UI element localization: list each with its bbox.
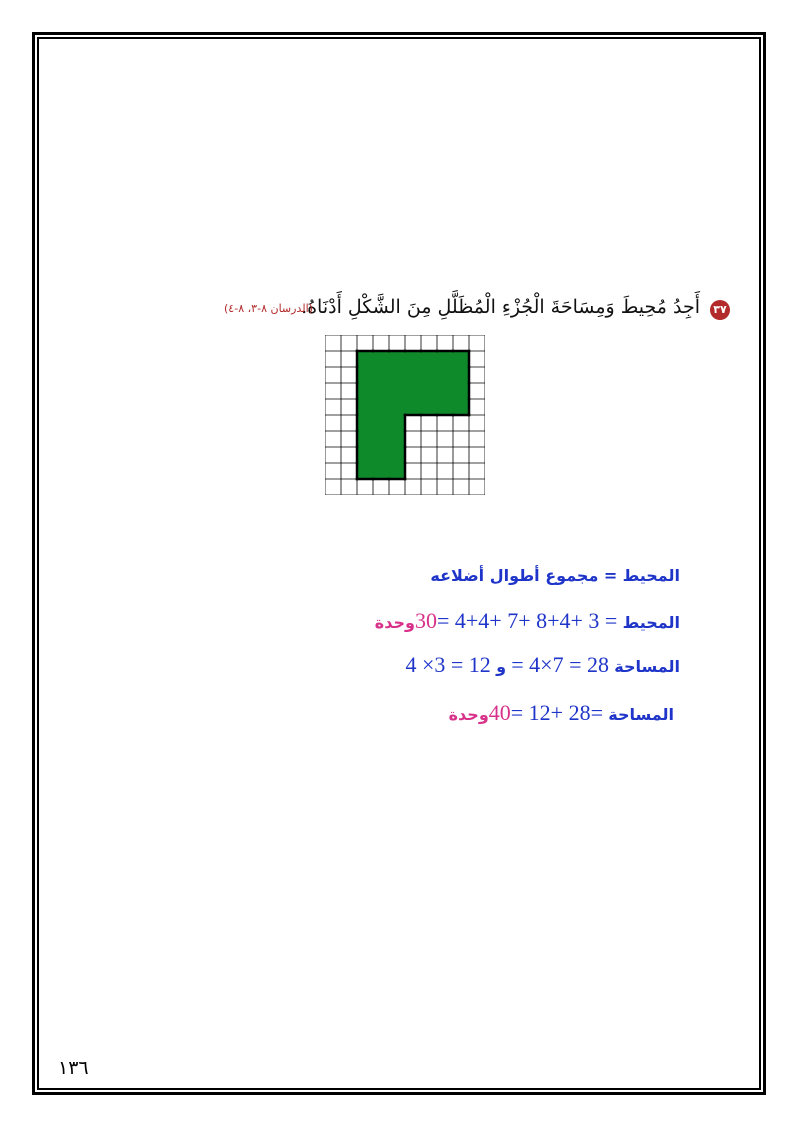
- grid-figure: [325, 335, 485, 495]
- question-number-badge: ٣٧: [710, 300, 730, 320]
- shaded-cell-cover: [357, 447, 374, 464]
- answer-line-3: [405, 652, 680, 678]
- shaded-cell-cover: [453, 367, 470, 384]
- shaded-cell-cover: [405, 351, 422, 368]
- area-label-2: المساحة: [608, 705, 674, 724]
- shaded-cell-cover: [373, 351, 390, 368]
- shaded-cell-cover: [421, 367, 438, 384]
- shaded-cell-cover: [389, 367, 406, 384]
- shaded-cell-cover: [389, 463, 406, 480]
- shaded-cell-cover: [373, 447, 390, 464]
- perimeter-expression: = 4+4+ 7+ 8+4+ 3 =: [436, 608, 618, 633]
- shaded-cell-cover: [373, 399, 390, 416]
- perimeter-label: المحيط: [622, 566, 680, 585]
- shaded-cell-cover: [437, 383, 454, 400]
- shaded-cell-cover: [437, 367, 454, 384]
- area-total-expression: = 12+ 28=: [510, 700, 603, 725]
- question-text: أَجِدُ مُحِيطَ وَمِسَاحَةَ الْجُزْءِ الْمُظَلَّلِ مِنَ الشَّكْلِ أَدْنَاهُ.: [301, 296, 700, 318]
- area-expression-1: = 4×7 = 28: [511, 652, 609, 677]
- page-number: ١٣٦: [58, 1057, 89, 1079]
- grid-figure-svg: [325, 335, 485, 495]
- shaded-cell-cover: [389, 415, 406, 432]
- shaded-cell-cover: [389, 351, 406, 368]
- answer-line-2: [375, 608, 680, 634]
- shaded-cell-cover: [373, 415, 390, 432]
- shaded-cell-cover: [357, 399, 374, 416]
- shaded-cell-cover: [421, 399, 438, 416]
- shaded-cell-cover: [421, 351, 438, 368]
- shaded-cell-cover: [453, 383, 470, 400]
- perimeter-label-2: المحيط: [622, 613, 680, 632]
- perimeter-definition: = مجموع أطوال أضلاعه: [430, 566, 618, 585]
- shaded-cell-cover: [373, 383, 390, 400]
- area-label: المساحة: [614, 657, 680, 676]
- area-result: 40: [488, 700, 511, 725]
- shaded-cell-cover: [357, 351, 374, 368]
- shaded-cell-cover: [389, 399, 406, 416]
- shaded-cell-cover: [373, 367, 390, 384]
- question-header: [210, 292, 730, 328]
- shaded-cell-cover: [389, 447, 406, 464]
- lesson-reference: (الدرسان ٨-٣، ٨-٤): [224, 302, 313, 315]
- shaded-cell-cover: [437, 351, 454, 368]
- shaded-cell-cover: [357, 367, 374, 384]
- shaded-cell-cover: [389, 383, 406, 400]
- shaded-cell-cover: [357, 463, 374, 480]
- shaded-cell-cover: [437, 399, 454, 416]
- area-expression-2: 4 ×3 = 12: [405, 652, 491, 677]
- shaded-cell-cover: [389, 431, 406, 448]
- shaded-cell-cover: [421, 383, 438, 400]
- shaded-cell-cover: [405, 367, 422, 384]
- shaded-cell-cover: [405, 383, 422, 400]
- area-unit: وحدة: [448, 705, 489, 724]
- shaded-cell-cover: [357, 431, 374, 448]
- shaded-cell-cover: [453, 399, 470, 416]
- shaded-cell-cover: [357, 383, 374, 400]
- answer-line-4: [449, 700, 674, 726]
- shaded-cell-cover: [373, 431, 390, 448]
- answer-line-1: [430, 562, 680, 587]
- shaded-cell-cover: [405, 399, 422, 416]
- shaded-cell-cover: [357, 415, 374, 432]
- shaded-cell-cover: [453, 351, 470, 368]
- perimeter-result: 30: [414, 608, 437, 633]
- shaded-cell-cover: [373, 463, 390, 480]
- perimeter-unit: وحدة: [374, 613, 415, 632]
- area-conjunction: و: [496, 657, 507, 676]
